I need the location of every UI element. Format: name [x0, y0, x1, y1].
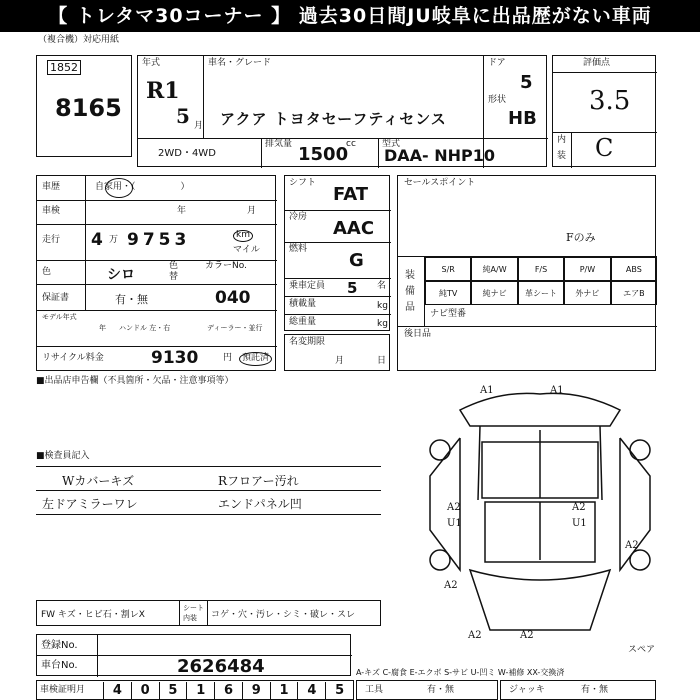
capacity-value: 5 — [347, 279, 358, 297]
lot-box — [36, 55, 132, 157]
equip-row2-item-1: 純ナビ — [471, 281, 517, 305]
notes-label: ■出品店申告欄（不具箇所・欠品・注意事項等） — [36, 376, 234, 386]
interior-label-1: 内 — [557, 135, 567, 145]
equip-row-2 — [425, 281, 657, 305]
mid-table — [284, 175, 390, 331]
mileage-label: 走行 — [42, 235, 61, 245]
mark-4: U1 — [447, 518, 462, 529]
jack-row — [500, 680, 656, 700]
cert-digit: 5 — [159, 682, 187, 700]
cert-digit: 0 — [131, 682, 159, 700]
spare-label: スペア — [628, 645, 656, 655]
inspector-line-3: Rフロアー汚れ — [218, 474, 299, 488]
mark-6: U1 — [572, 518, 587, 529]
color-value: シロ — [107, 267, 135, 283]
history-circle — [105, 178, 133, 198]
vehicle-header — [137, 55, 547, 167]
mark-5: A2 — [572, 502, 586, 513]
color-change-2: 替 — [169, 272, 179, 282]
banner: 【 トレタマ30コーナー 】 過去30日間JU岐阜に出品歴がない車両 — [0, 0, 700, 32]
equip-title: 装備品 — [405, 270, 415, 313]
mileage-mile: マイル — [233, 245, 260, 255]
month-value: 5 — [176, 104, 190, 128]
cert-digit: 5 — [325, 682, 353, 700]
ac-value: AAC — [333, 218, 375, 239]
cert-digit: 4 — [103, 682, 131, 700]
equip-row1-item-2: F/S — [518, 257, 564, 281]
cert-digit: 4 — [297, 682, 325, 700]
year-value: R1 — [146, 78, 180, 104]
fw-row: FW キズ・ヒビ石・割レX — [41, 610, 145, 620]
warranty-value: 有・無 — [115, 293, 148, 306]
spec-table — [36, 175, 276, 371]
lot-number: 8165 — [55, 94, 122, 122]
seat-label-2: 内装 — [183, 614, 197, 622]
mileage-man: 4 — [91, 230, 103, 250]
cert-digit: 1 — [186, 682, 214, 700]
color-no-label: カラーNo. — [205, 261, 247, 271]
color-change-1: 色 — [169, 261, 179, 271]
change-label: 名変期限 — [289, 337, 326, 347]
tools-value: 有・無 — [427, 685, 455, 695]
disp-value: 1500 — [298, 144, 349, 165]
gross-unit: kg — [377, 319, 388, 329]
interior-label-2: 装 — [557, 151, 567, 161]
load-unit: kg — [377, 301, 388, 311]
ac-label: 冷房 — [289, 212, 308, 222]
grade-label: 車名・グレード — [208, 58, 272, 68]
mark-1: A1 — [480, 385, 494, 396]
navi-label: ナビ型番 — [430, 309, 467, 319]
inspector-line-2: 左ドアミラーワレ — [42, 497, 138, 511]
recycle-unit: 円 — [223, 353, 233, 363]
mark-2: A1 — [550, 385, 564, 396]
equip-note: Fのみ — [566, 231, 596, 244]
capacity-label: 乗車定員 — [289, 281, 326, 291]
model-name: アクア トヨタセーフティセンス — [220, 110, 447, 128]
shift-label: シフト — [289, 178, 317, 188]
type-code: DAA- NHP10 — [384, 146, 496, 165]
model-year-label: モデル年式 — [42, 313, 77, 321]
shift-value: FAT — [333, 184, 369, 205]
chassis-label: 車台No. — [41, 660, 78, 671]
equip-row1-item-4: ABS — [611, 257, 657, 281]
cert-row — [36, 680, 354, 700]
color-no-value: 040 — [215, 288, 251, 308]
equip-row2-item-0: 純TV — [425, 281, 471, 305]
recycle-status: 預託済 — [239, 352, 272, 366]
history-label: 車歴 — [42, 182, 61, 192]
car-diagram — [400, 380, 660, 650]
damage-row — [36, 600, 381, 626]
rear-label: 後日品 — [404, 329, 432, 339]
gross-label: 総重量 — [289, 317, 317, 327]
score-label: 評価点 — [583, 58, 611, 68]
doors-value: 5 — [520, 72, 533, 93]
mark-9: A2 — [468, 630, 482, 641]
capacity-unit: 名 — [377, 281, 387, 291]
month-unit: 月 — [194, 121, 204, 131]
inspection-month: 月 — [247, 206, 257, 216]
shape-value: HB — [508, 108, 537, 129]
score-box — [552, 55, 656, 167]
equipment-box — [397, 175, 656, 371]
color-label: 色 — [42, 267, 52, 277]
shape-label: 形状 — [488, 95, 507, 105]
history-value: 自家用・（ ） — [95, 182, 190, 192]
disp-label: 排気量 — [265, 139, 293, 149]
mileage-unit: 万 — [109, 235, 119, 245]
sales-point-label: セールスポイント — [404, 178, 476, 188]
chassis-value: 2626484 — [177, 656, 265, 677]
handle: ハンドル 左・右 — [119, 324, 171, 332]
cert-values — [103, 682, 353, 700]
equip-row1-item-3: P/W — [564, 257, 610, 281]
equip-row2-item-2: 革シート — [518, 281, 564, 305]
recycle-value: 9130 — [151, 348, 199, 368]
inspector-line-1: Wカバーキズ — [62, 474, 135, 488]
inspector-label: ■検査員記入 — [36, 451, 90, 461]
change-day: 日 — [377, 356, 387, 366]
reg-box — [36, 634, 351, 676]
dealer: ディーラー・並行 — [207, 324, 263, 332]
drive-type: 2WD・4WD — [158, 148, 216, 159]
equip-row2-item-3: 外ナビ — [564, 281, 610, 305]
mark-3: A2 — [447, 502, 461, 513]
box-code: 1852 — [47, 60, 81, 75]
cert-digit: 9 — [242, 682, 270, 700]
inspection-label: 車検 — [42, 206, 61, 216]
change-box — [284, 334, 390, 371]
tools-label: 工具 — [365, 685, 384, 695]
type-label: 型式 — [382, 139, 401, 149]
inspector-line-4: エンドパネル凹 — [218, 497, 302, 511]
mark-7: A2 — [444, 580, 458, 591]
legend: A-キズ C-腐食 E-エクボ S-サビ U-凹ミ W-補修 XX-交換済 — [356, 668, 565, 677]
doors-label: ドア — [488, 58, 506, 68]
interior-value: C — [595, 134, 614, 162]
year-label: 年式 — [142, 58, 161, 68]
mark-10: A2 — [520, 630, 534, 641]
equip-row1-item-1: 純A/W — [471, 257, 517, 281]
warranty-label: 保証書 — [42, 293, 70, 303]
cert-digit: 6 — [214, 682, 242, 700]
fuel-value: G — [349, 250, 364, 271]
seat-label-1: シート — [183, 604, 204, 612]
cert-label: 車検証明月 — [40, 685, 86, 695]
mileage-rest: 9753 — [127, 230, 191, 250]
cert-digit: 1 — [270, 682, 298, 700]
equip-row1-item-0: S/R — [425, 257, 471, 281]
tools-row — [356, 680, 498, 700]
mileage-km: km — [233, 230, 253, 242]
load-label: 積載量 — [289, 299, 317, 309]
jack-label: ジャッキ — [509, 685, 545, 695]
mark-8: A2 — [625, 540, 639, 551]
form-label: （複合機）対応用紙 — [38, 35, 120, 45]
equip-row-1 — [425, 257, 657, 281]
fuel-label: 燃料 — [289, 244, 308, 254]
score-value: 3.5 — [589, 86, 631, 116]
seat-row: コゲ・穴・汚レ・シミ・破レ・スレ — [211, 610, 356, 620]
model-year-unit: 年 — [99, 324, 106, 332]
disp-unit: cc — [346, 139, 356, 149]
recycle-label: リサイクル料金 — [42, 353, 104, 363]
reg-label: 登録No. — [41, 640, 78, 651]
inspection-year: 年 — [177, 206, 187, 216]
equip-row2-item-4: エアB — [611, 281, 657, 305]
jack-value: 有・無 — [581, 685, 609, 695]
change-month: 月 — [335, 356, 345, 366]
